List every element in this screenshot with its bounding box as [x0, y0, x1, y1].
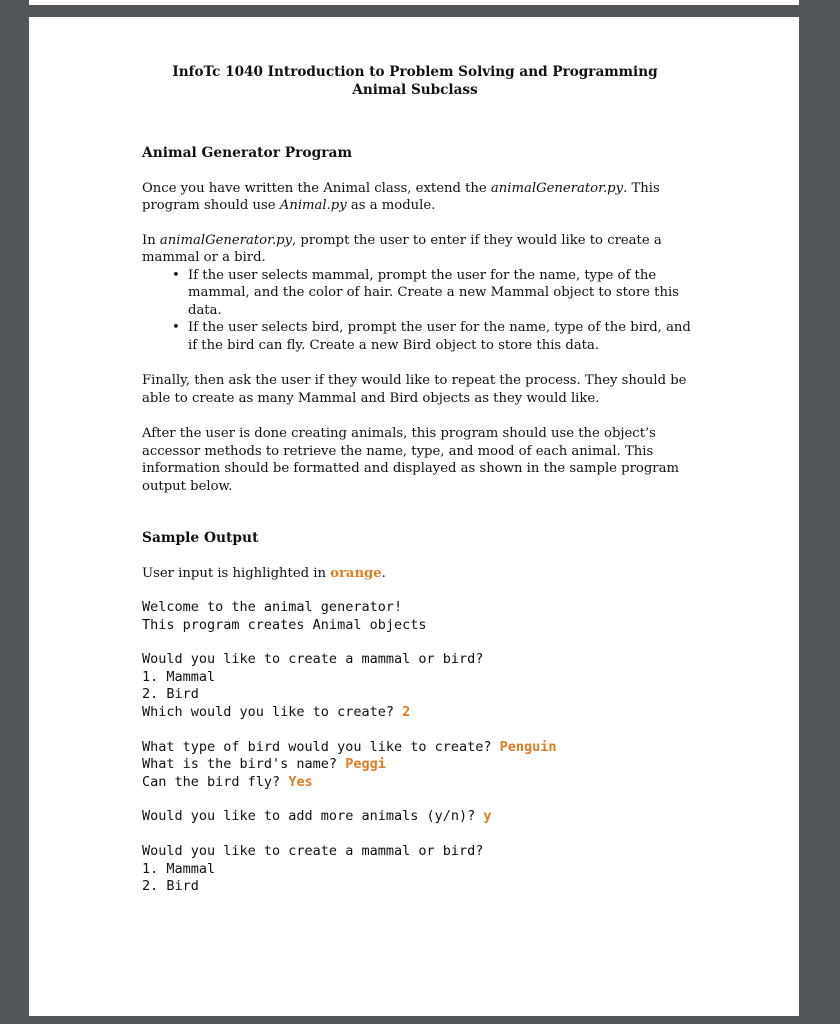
output-bird-prompts: What type of bird would you like to create? Penguin What is the bird's name? Peggi Can the bird fly? Yes	[142, 738, 557, 790]
user-input-bird-type: Penguin	[499, 738, 557, 755]
output-menu-2: Would you like to create a mammal or bird? 1. Mammal 2. Bird	[142, 842, 484, 895]
document-title	[130, 63, 700, 99]
highlight-word: orange	[330, 565, 382, 581]
assignment-title: Animal Subclass	[352, 82, 478, 98]
filename-animal: Animal.py	[279, 198, 347, 213]
generator-heading: Animal Generator Program	[142, 145, 353, 161]
course-title: InfoTc 1040 Introduction to Problem Solving and Programming	[172, 64, 658, 80]
document-page	[29, 17, 799, 1016]
output-repeat: Would you like to add more animals (y/n)? y	[142, 808, 492, 825]
bullet-icon: •	[172, 320, 180, 335]
sample-output-heading: Sample Output	[142, 530, 259, 546]
bullet-mammal: • If the user selects mammal, prompt the user for the name, type of the mammal, and the color of hair. Create a new Mammal object to store this data.	[172, 267, 679, 318]
prompt-paragraph: In animalGenerator.py, prompt the user to enter if they would like to create a mammal or a bird.	[142, 232, 662, 265]
filename-generator: animalGenerator.py	[490, 180, 624, 196]
output-welcome: Welcome to the animal generator! This program creates Animal objects	[142, 599, 427, 633]
page-content	[142, 63, 702, 896]
bullet-icon: •	[172, 267, 180, 283]
filename-generator-2: animalGenerator.py	[159, 232, 293, 248]
repeat-paragraph: Finally, then ask the user if they would like to repeat the process. They should be able to create as many Mammal and Bird objects as they would like.	[142, 373, 687, 406]
user-input-choice: 2	[402, 703, 411, 720]
accessor-paragraph: After the user is done creating animals, this program should use the object’s accessor methods to retrieve the name, type, and mood of each animal. This information should be formatted and displayed as shown in the sample program output below.	[142, 426, 679, 494]
intro-paragraph: Once you have written the Animal class, extend the animalGenerator.py. This program should use Animal.py as a module.	[142, 180, 660, 213]
bullet-bird: • If the user selects bird, prompt the user for the name, type of the bird, and if the bird can fly. Create a new Bird object to store this data.	[172, 320, 691, 353]
user-input-repeat: y	[483, 808, 492, 825]
user-input-bird-fly: Yes	[288, 773, 313, 790]
highlight-note: User input is highlighted in orange.	[142, 565, 386, 581]
output-menu-1: Would you like to create a mammal or bird? 1. Mammal 2. Bird Which would you like to create? 2	[142, 651, 484, 720]
previous-page-edge	[29, 0, 799, 5]
user-input-bird-name: Peggi	[345, 756, 386, 773]
selection-bullet-list	[142, 267, 702, 355]
